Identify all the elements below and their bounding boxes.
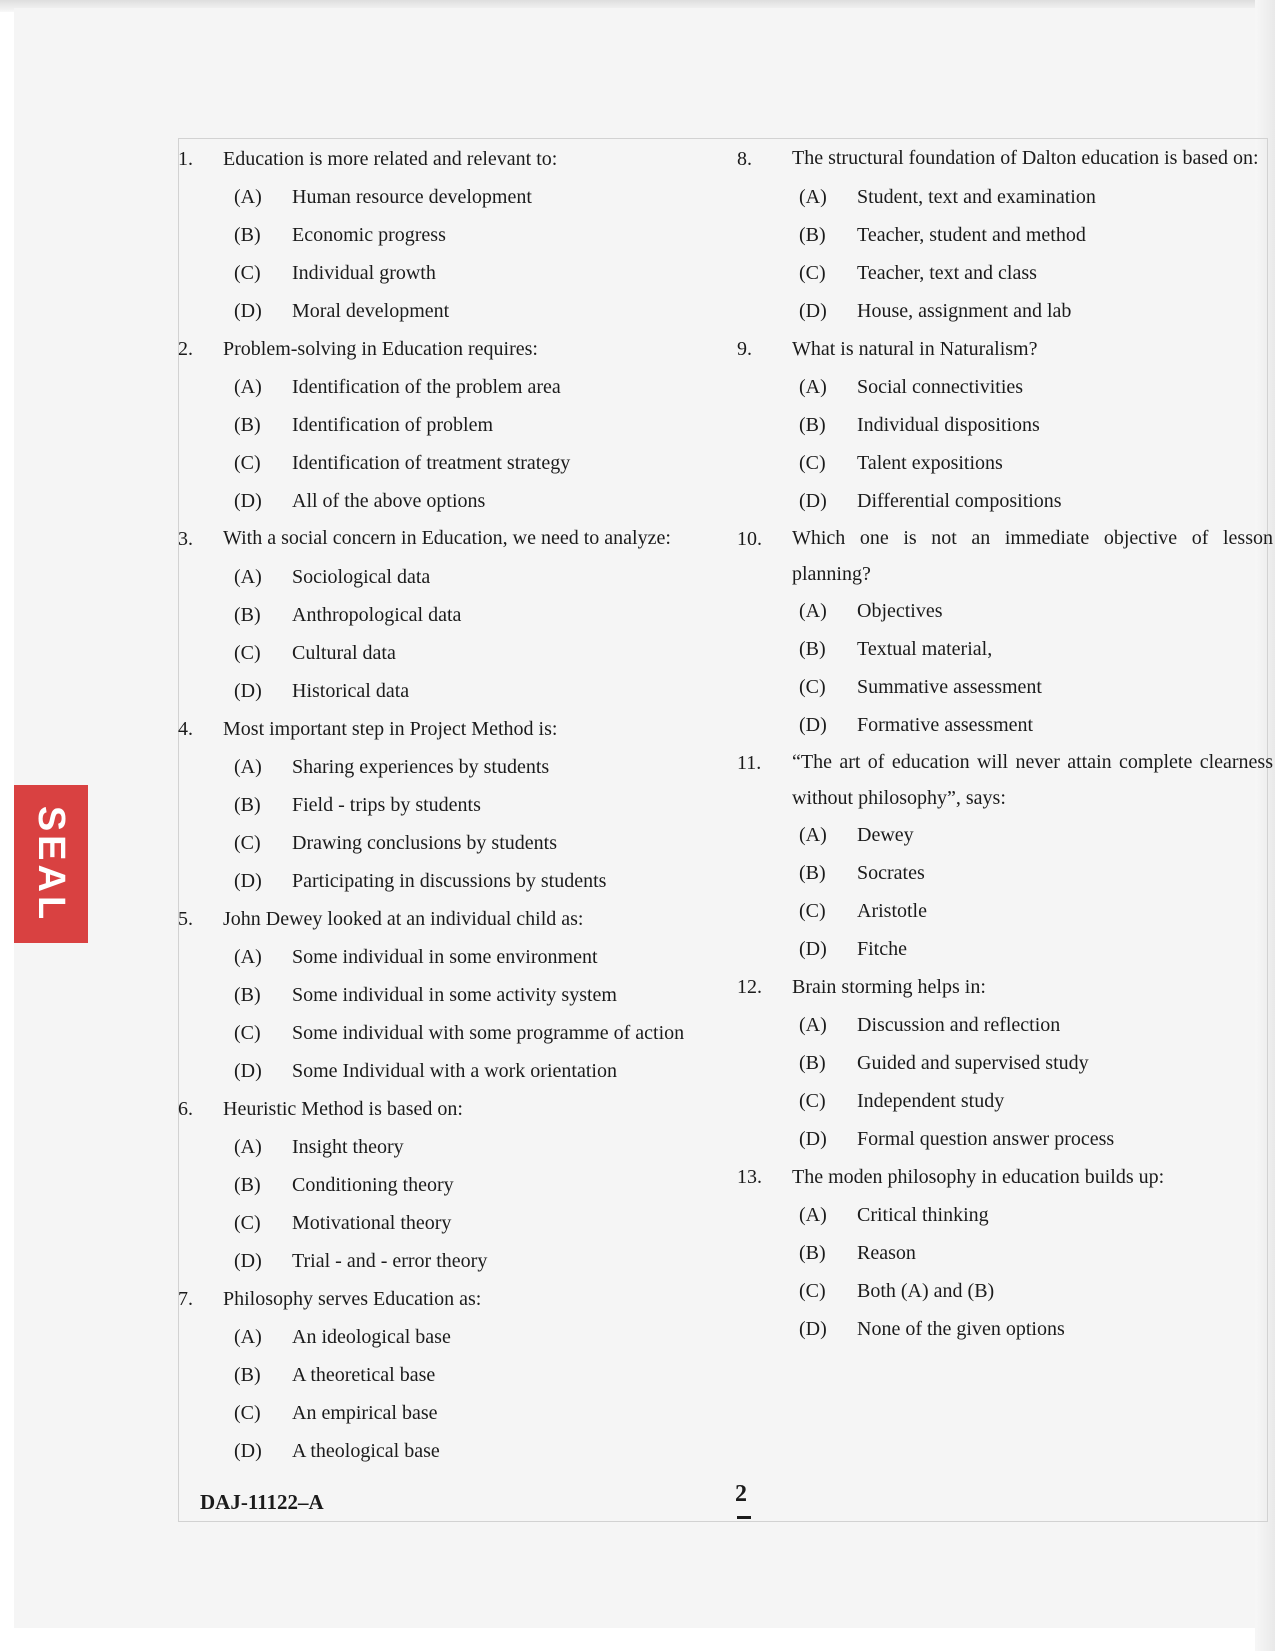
option-text: Trial - and - error theory <box>292 1250 488 1272</box>
answer-option <box>737 444 1273 482</box>
option-text: Textual material, <box>857 638 993 660</box>
option-label: (A) <box>799 1204 827 1226</box>
option-label: (C) <box>799 900 826 922</box>
option-label: (D) <box>234 1250 262 1272</box>
answer-option <box>178 786 738 824</box>
option-text: An ideological base <box>292 1326 451 1348</box>
question-block <box>737 330 1273 520</box>
question-text: The moden philosophy in education builds up: <box>792 1166 1165 1188</box>
option-text: Discussion and reflection <box>857 1014 1061 1036</box>
question-number: 6. <box>178 1098 193 1120</box>
question-block <box>737 520 1273 744</box>
option-label: (A) <box>799 600 827 622</box>
question-number: 1. <box>178 148 193 170</box>
option-label: (D) <box>234 300 262 322</box>
answer-option <box>737 1272 1273 1310</box>
paper-code: DAJ-11122–A <box>200 1490 324 1514</box>
option-text: Insight theory <box>292 1136 404 1158</box>
option-text: Identification of the problem area <box>292 376 561 398</box>
answer-option <box>737 216 1273 254</box>
right-question-column <box>737 140 1273 1348</box>
option-label: (C) <box>234 642 261 664</box>
question-text: “The art of education will never attain complete clearness without philosophy”, says: <box>792 751 1273 809</box>
question-stem <box>178 330 738 368</box>
question-number: 9. <box>737 338 752 360</box>
question-stem <box>737 968 1273 1006</box>
option-label: (D) <box>799 1128 827 1150</box>
question-block <box>178 900 738 1090</box>
seal-stamp <box>14 785 88 943</box>
option-label: (C) <box>799 452 826 474</box>
option-text: Sociological data <box>292 566 431 588</box>
option-text: Cultural data <box>292 642 396 664</box>
option-label: (A) <box>799 1014 827 1036</box>
question-number: 4. <box>178 718 193 740</box>
question-number: 3. <box>178 528 193 550</box>
answer-option <box>737 1082 1273 1120</box>
option-label: (C) <box>234 1212 261 1234</box>
answer-option <box>737 1196 1273 1234</box>
option-label: (A) <box>234 1326 262 1348</box>
question-stem <box>737 520 1273 592</box>
option-label: (D) <box>234 870 262 892</box>
option-text: Student, text and examination <box>857 186 1096 208</box>
option-label: (C) <box>799 1090 826 1112</box>
question-stem <box>178 710 738 748</box>
question-stem <box>737 330 1273 368</box>
option-text: Differential compositions <box>857 490 1062 512</box>
option-text: A theoretical base <box>292 1364 436 1386</box>
answer-option <box>178 1204 738 1242</box>
question-text: What is natural in Naturalism? <box>792 338 1038 360</box>
answer-option <box>178 482 738 520</box>
option-label: (D) <box>234 490 262 512</box>
option-text: Some individual in some environment <box>292 946 598 968</box>
option-text: Reason <box>857 1242 916 1264</box>
answer-option <box>178 1166 738 1204</box>
option-label: (A) <box>234 376 262 398</box>
answer-option <box>737 816 1273 854</box>
option-label: (B) <box>799 224 826 246</box>
question-stem <box>737 140 1273 178</box>
option-label: (C) <box>234 452 261 474</box>
question-block <box>178 1090 738 1280</box>
question-text: Problem-solving in Education requires: <box>223 338 538 360</box>
answer-option <box>178 1356 738 1394</box>
option-text: Anthropological data <box>292 604 462 626</box>
option-label: (B) <box>234 1174 261 1196</box>
answer-option <box>178 672 738 710</box>
option-text: Guided and supervised study <box>857 1052 1089 1074</box>
option-text: None of the given options <box>857 1318 1065 1340</box>
question-block <box>178 1280 738 1470</box>
left-question-column <box>178 140 738 1470</box>
option-text: Objectives <box>857 600 943 622</box>
question-block <box>737 968 1273 1158</box>
option-label: (A) <box>799 824 827 846</box>
answer-option <box>178 1432 738 1470</box>
question-block <box>178 520 738 710</box>
question-text: The structural foundation of Dalton education is based on: <box>792 147 1259 169</box>
option-text: Field - trips by students <box>292 794 481 816</box>
option-text: Some individual in some activity system <box>292 984 617 1006</box>
answer-option <box>178 596 738 634</box>
answer-option <box>178 1014 738 1052</box>
option-label: (B) <box>799 1052 826 1074</box>
question-number: 11. <box>737 752 762 774</box>
answer-option <box>178 824 738 862</box>
option-label: (A) <box>234 566 262 588</box>
option-text: Human resource development <box>292 186 532 208</box>
question-text: With a social concern in Education, we need to analyze: <box>223 527 671 549</box>
option-text: Drawing conclusions by students <box>292 832 557 854</box>
answer-option <box>737 482 1273 520</box>
answer-option <box>178 216 738 254</box>
option-label: (A) <box>234 756 262 778</box>
option-text: Identification of problem <box>292 414 494 436</box>
question-stem <box>178 140 738 178</box>
option-text: Social connectivities <box>857 376 1024 398</box>
question-block <box>178 140 738 330</box>
option-label: (D) <box>234 1440 262 1462</box>
option-label: (C) <box>234 1402 261 1424</box>
question-block <box>737 744 1273 968</box>
option-text: Historical data <box>292 680 410 702</box>
question-text: Education is more related and relevant to: <box>223 148 558 170</box>
answer-option <box>178 938 738 976</box>
answer-option <box>737 1120 1273 1158</box>
option-text: Moral development <box>292 300 450 322</box>
answer-option <box>178 178 738 216</box>
option-label: (B) <box>799 1242 826 1264</box>
answer-option <box>178 254 738 292</box>
question-text: Heuristic Method is based on: <box>223 1098 463 1120</box>
question-block <box>178 330 738 520</box>
question-stem <box>737 1158 1273 1196</box>
option-text: Individual growth <box>292 262 436 284</box>
option-text: Formative assessment <box>857 714 1034 736</box>
option-text: House, assignment and lab <box>857 300 1072 322</box>
question-text: Which one is not an immediate objective of lesson planning? <box>792 527 1273 585</box>
option-text: Talent expositions <box>857 452 1003 474</box>
option-text: Both (A) and (B) <box>857 1280 995 1302</box>
question-number: 10. <box>737 528 762 550</box>
question-number: 13. <box>737 1166 762 1188</box>
option-text: Teacher, student and method <box>857 224 1086 246</box>
option-label: (D) <box>234 1060 262 1082</box>
answer-option <box>178 1242 738 1280</box>
answer-option <box>178 1128 738 1166</box>
option-text: Summative assessment <box>857 676 1042 698</box>
option-text: Participating in discussions by students <box>292 870 607 892</box>
option-text: Aristotle <box>857 900 927 922</box>
option-text: Socrates <box>857 862 925 884</box>
option-text: Dewey <box>857 824 914 846</box>
option-label: (A) <box>234 186 262 208</box>
answer-option <box>178 368 738 406</box>
answer-option <box>737 368 1273 406</box>
question-block <box>737 140 1273 330</box>
option-label: (C) <box>234 832 261 854</box>
answer-option <box>737 930 1273 968</box>
answer-option <box>737 892 1273 930</box>
question-stem <box>178 1280 738 1318</box>
question-number: 7. <box>178 1288 193 1310</box>
seal-label: SEAL <box>30 805 73 923</box>
answer-option <box>737 1006 1273 1044</box>
answer-option <box>178 444 738 482</box>
option-label: (B) <box>799 414 826 436</box>
option-label: (C) <box>234 1022 261 1044</box>
answer-option <box>737 630 1273 668</box>
page-number: 2 <box>735 1481 747 1507</box>
option-label: (A) <box>799 376 827 398</box>
question-stem <box>178 1090 738 1128</box>
question-block <box>737 1158 1273 1348</box>
option-label: (C) <box>234 262 261 284</box>
option-label: (C) <box>799 676 826 698</box>
option-label: (D) <box>799 300 827 322</box>
question-number: 2. <box>178 338 193 360</box>
option-text: Teacher, text and class <box>857 262 1037 284</box>
option-text: Formal question answer process <box>857 1128 1115 1150</box>
option-text: Motivational theory <box>292 1212 452 1234</box>
option-label: (B) <box>234 984 261 1006</box>
answer-option <box>737 406 1273 444</box>
option-label: (A) <box>234 946 262 968</box>
answer-option <box>737 668 1273 706</box>
answer-option <box>737 254 1273 292</box>
answer-option <box>178 748 738 786</box>
option-text: Critical thinking <box>857 1204 989 1226</box>
question-text: Philosophy serves Education as: <box>223 1288 482 1310</box>
option-label: (B) <box>234 414 261 436</box>
answer-option <box>737 1044 1273 1082</box>
answer-option <box>178 1052 738 1090</box>
option-label: (D) <box>234 680 262 702</box>
option-text: All of the above options <box>292 490 486 512</box>
option-label: (D) <box>799 938 827 960</box>
answer-option <box>737 706 1273 744</box>
option-label: (C) <box>799 262 826 284</box>
option-text: Identification of treatment strategy <box>292 452 571 474</box>
option-text: Individual dispositions <box>857 414 1040 436</box>
option-label: (C) <box>799 1280 826 1302</box>
answer-option <box>737 592 1273 630</box>
option-text: Independent study <box>857 1090 1005 1112</box>
option-label: (B) <box>234 1364 261 1386</box>
option-text: An empirical base <box>292 1402 438 1424</box>
answer-option <box>178 1318 738 1356</box>
question-text: John Dewey looked at an individual child as: <box>223 908 584 930</box>
answer-option <box>178 976 738 1014</box>
option-label: (A) <box>234 1136 262 1158</box>
answer-option <box>178 406 738 444</box>
answer-option <box>737 1310 1273 1348</box>
option-label: (B) <box>799 638 826 660</box>
answer-option <box>178 558 738 596</box>
question-number: 8. <box>737 148 752 170</box>
option-label: (B) <box>799 862 826 884</box>
option-text: Conditioning theory <box>292 1174 454 1196</box>
option-label: (D) <box>799 490 827 512</box>
question-stem <box>178 520 738 558</box>
question-number: 12. <box>737 976 762 998</box>
option-text: Fitche <box>857 938 907 960</box>
question-number: 5. <box>178 908 193 930</box>
option-text: Some Individual with a work orientation <box>292 1060 617 1082</box>
answer-option <box>737 854 1273 892</box>
option-label: (B) <box>234 604 261 626</box>
option-text: Some individual with some programme of action <box>292 1022 685 1044</box>
option-label: (B) <box>234 794 261 816</box>
option-label: (D) <box>799 714 827 736</box>
question-stem <box>178 900 738 938</box>
question-text: Brain storming helps in: <box>792 976 986 998</box>
answer-option <box>737 178 1273 216</box>
answer-option <box>178 1394 738 1432</box>
option-text: Sharing experiences by students <box>292 756 550 778</box>
option-label: (D) <box>799 1318 827 1340</box>
answer-option <box>178 634 738 672</box>
answer-option <box>737 292 1273 330</box>
question-text: Most important step in Project Method is: <box>223 718 558 740</box>
option-text: A theological base <box>292 1440 440 1462</box>
question-block <box>178 710 738 900</box>
question-stem <box>737 744 1273 816</box>
option-text: Economic progress <box>292 224 446 246</box>
answer-option <box>178 862 738 900</box>
option-label: (A) <box>799 186 827 208</box>
option-label: (B) <box>234 224 261 246</box>
page-number-underline <box>737 1516 751 1519</box>
answer-option <box>178 292 738 330</box>
answer-option <box>737 1234 1273 1272</box>
